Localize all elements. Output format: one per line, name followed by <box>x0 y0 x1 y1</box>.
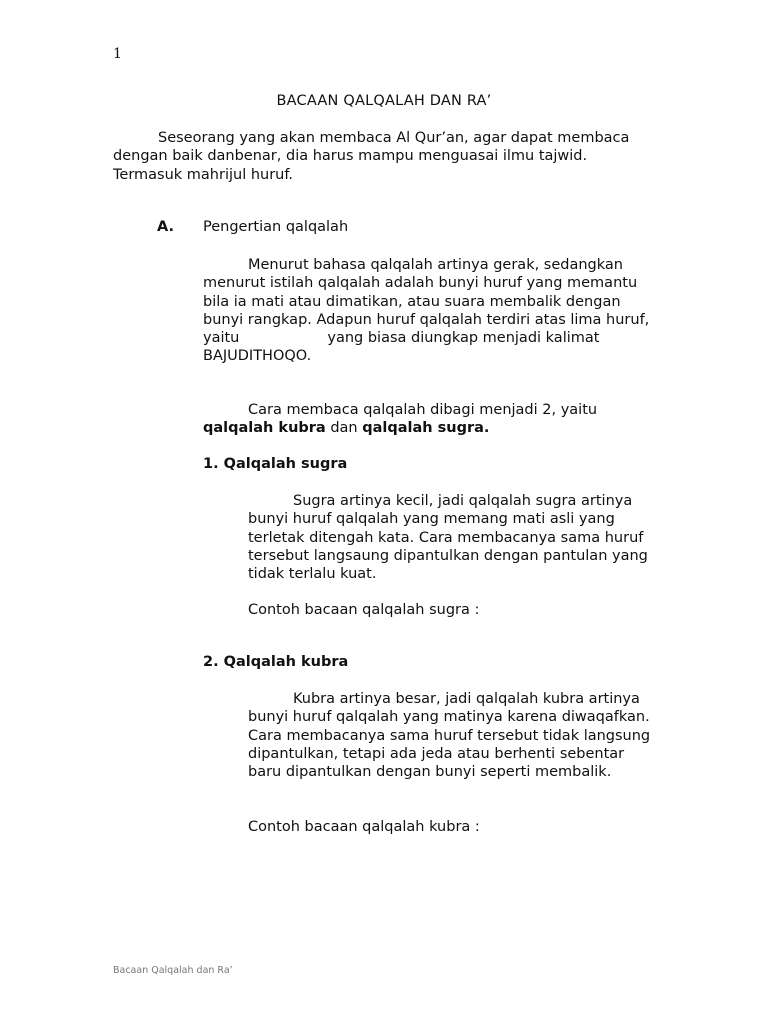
section-a-heading: Pengertian qalqalah <box>203 219 349 235</box>
subsection-2-paragraph: Kubra artinya besar, jadi qalqalah kubra artinya bunyi huruf qalqalah yang matinya karena diwaqafkan. Cara membacanya sama huruf tersebut tidak langsung dipantulkan, tetapi ada jeda atau berhenti sebentar baru dipantulkan dengan bunyi seperti membalik. <box>248 691 651 781</box>
page-number: 1 <box>113 46 122 62</box>
document-title: BACAAN QALQALAH DAN RA’ <box>276 93 492 109</box>
section-a-paragraph-2 <box>203 401 658 438</box>
subsection-1-example: Contoh bacaan qalqalah sugra : <box>248 602 480 618</box>
term-qalqalah-sugra: qalqalah sugra. <box>362 420 490 437</box>
section-a-text-before-gap: Menurut bahasa qalqalah artinya gerak, sedangkan menurut istilah qalqalah adalah bunyi huruf yang memantu bila ia mati atau dimatikan, atau suara membalik dengan bunyi rangkap. Adapun huruf qalqalah terdiri atas lima huruf, yaitu <box>203 257 650 347</box>
term-qalqalah-kubra: qalqalah kubra <box>203 420 326 437</box>
subsection-2-example: Contoh bacaan qalqalah kubra : <box>248 819 480 835</box>
subsection-2-heading: 2. Qalqalah kubra <box>203 654 349 670</box>
subsection-1-heading: 1. Qalqalah sugra <box>203 456 348 472</box>
section-a-para2-and: dan <box>330 420 358 437</box>
page-footer: Bacaan Qalqalah dan Ra’ <box>113 965 233 976</box>
section-a-paragraph-1 <box>203 256 658 366</box>
section-a-para2-start: Cara membaca qalqalah dibagi menjadi 2, yaitu <box>248 402 598 418</box>
intro-paragraph: Seseorang yang akan membaca Al Qur’an, agar dapat membaca dengan baik danbenar, dia harus mampu menguasai ilmu tajwid. Termasuk mahrijul huruf. <box>113 130 630 183</box>
section-a-text-after-gap: yang biasa diungkap menjadi kalimat BAJUDITHOQO. <box>203 330 600 365</box>
section-a-letter: A. <box>157 219 174 235</box>
subsection-1-paragraph: Sugra artinya kecil, jadi qalqalah sugra artinya bunyi huruf qalqalah yang memang mati asli yang terletak ditengah kata. Cara membacanya sama huruf tersebut langsaung dipantulkan dengan pantulan yang tidak terlalu kuat. <box>248 493 648 583</box>
